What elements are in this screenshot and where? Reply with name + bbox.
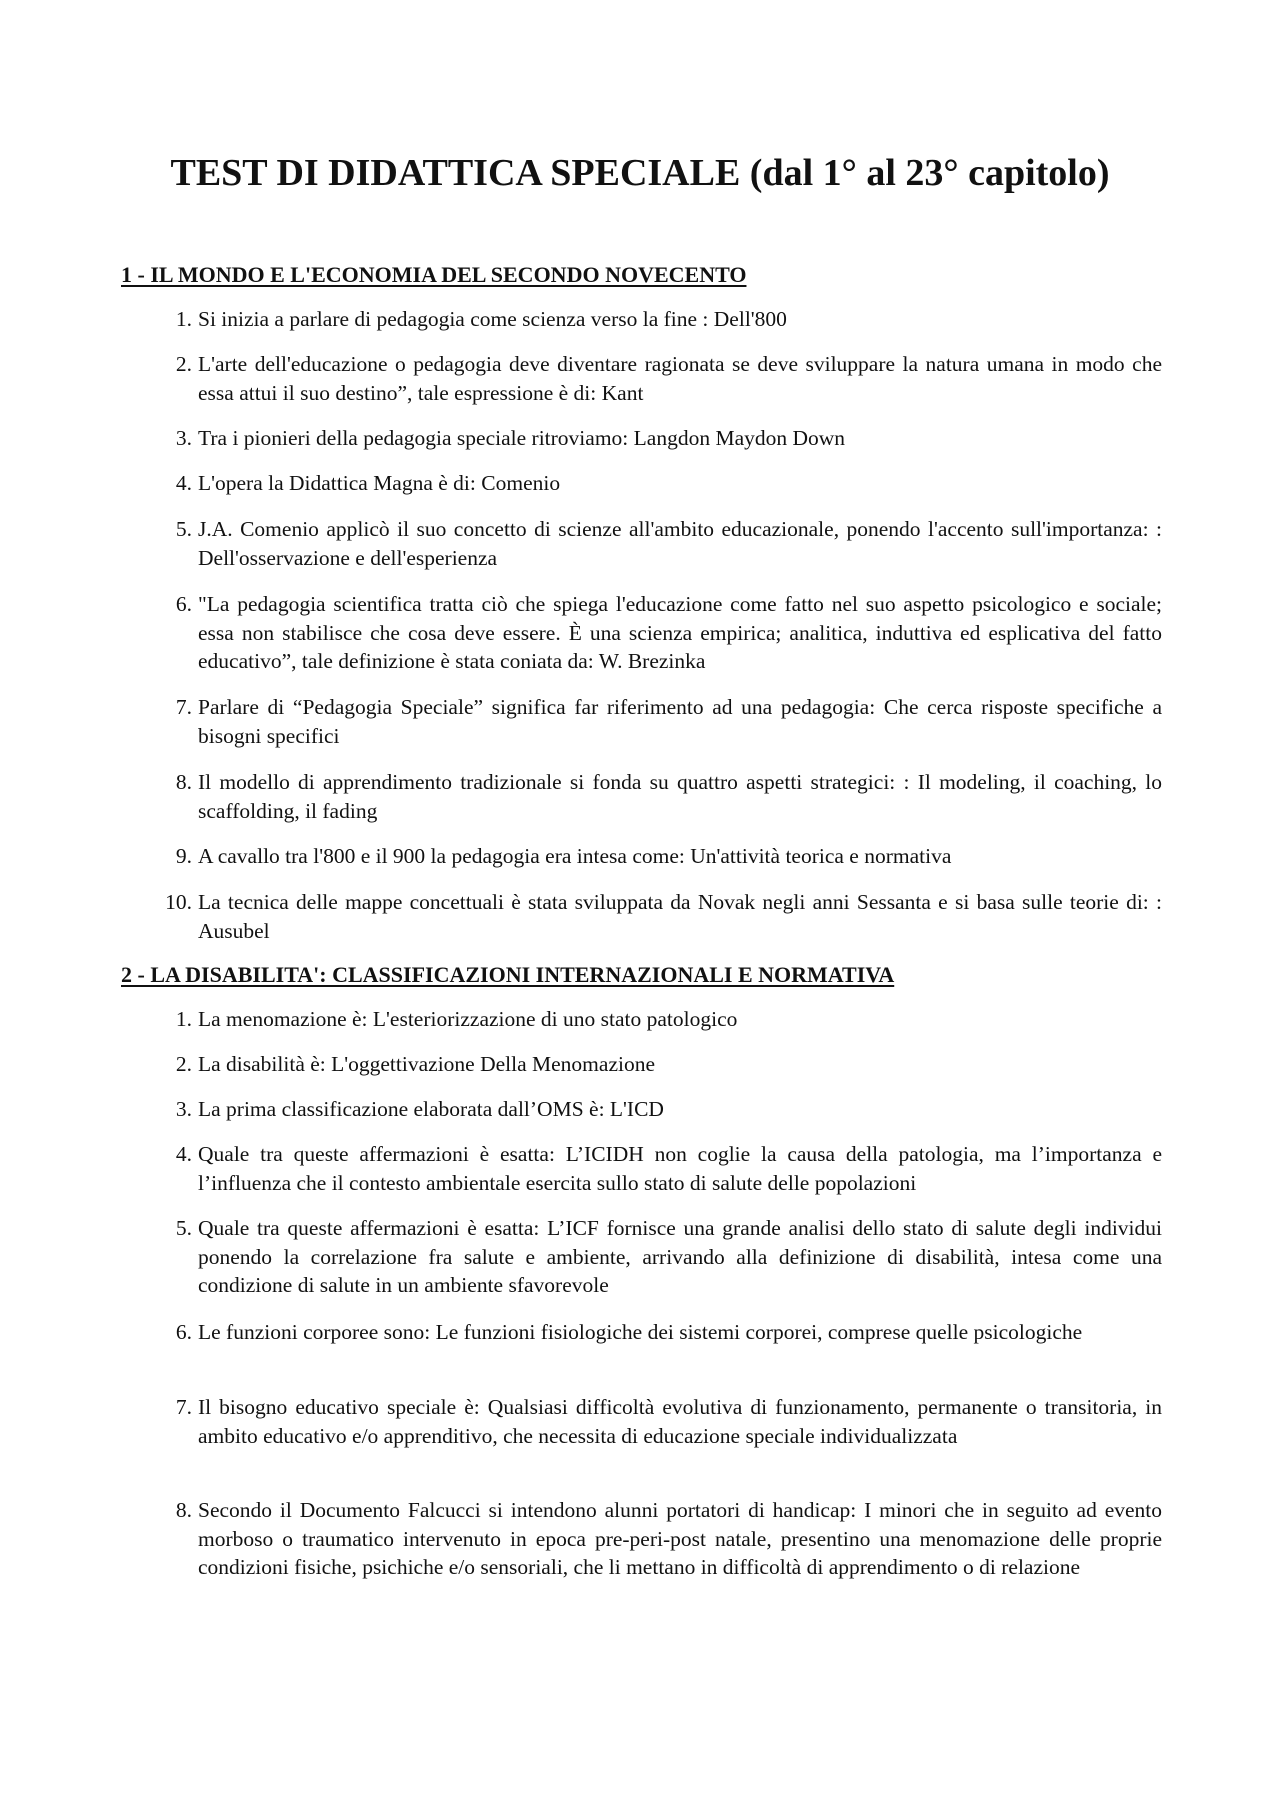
question-text: Le funzioni corporee sono: Le funzioni fisiologiche dei sistemi corporei, comprese quelle psicologiche: [198, 1320, 1083, 1344]
question-number: 5.: [175, 517, 192, 541]
question-text: J.A. Comenio applicò il suo concetto di scienze all'ambito educazionale, ponendo l'accento sull'importanza: : Dell'osservazione e dell'esperienza: [198, 517, 1162, 570]
question-text: La menomazione è: L'esteriorizzazione di uno stato patologico: [198, 1007, 738, 1031]
question-item: [152, 590, 1162, 676]
question-item: [152, 768, 1162, 825]
question-item: [152, 469, 1162, 498]
question-item: [152, 1005, 1162, 1034]
question-number: 7.: [175, 1395, 192, 1419]
question-number: 3.: [175, 1097, 192, 1121]
question-text: La prima classificazione elaborata dall’OMS è: L'ICD: [198, 1097, 664, 1121]
question-number: 6.: [175, 1320, 192, 1344]
section-heading: 2 - LA DISABILITA': CLASSIFICAZIONI INTERNAZIONALI E NORMATIVA: [121, 962, 895, 987]
question-item: [152, 1095, 1162, 1124]
question-item: [152, 424, 1162, 453]
question-item: [152, 1214, 1162, 1300]
question-text: Quale tra queste affermazioni è esatta: L’ICIDH non coglie la causa della patologia, ma l’importanza e l’influenza che il contesto ambientale esercita sullo stato di salute delle popolazioni: [198, 1142, 1162, 1195]
question-text: Il bisogno educativo speciale è: Qualsiasi difficoltà evolutiva di funzionamento, permanente o transitoria, in ambito educativo e/o apprenditivo, che necessita di educazione speciale individualizzata: [198, 1395, 1162, 1448]
question-text: Parlare di “Pedagogia Speciale” significa far riferimento ad una pedagogia: Che cerca risposte specifiche a bisogni specifici: [198, 695, 1162, 748]
question-item: [152, 1496, 1162, 1582]
question-number: 1.: [175, 1007, 192, 1031]
question-item: [152, 842, 1162, 871]
question-text: La tecnica delle mappe concettuali è stata sviluppata da Novak negli anni Sessanta e si basa sulle teorie di: : Ausubel: [198, 890, 1162, 943]
question-item: [152, 1050, 1162, 1079]
question-item: [152, 1393, 1162, 1450]
question-number: 10.: [165, 890, 192, 914]
question-item: [152, 693, 1162, 750]
question-text: Quale tra queste affermazioni è esatta: L’ICF fornisce una grande analisi dello stato di salute degli individui ponendo la correlazione fra salute e ambiente, arrivando alla definizione di disabilità, intesa come una condizione di salute in un ambiente sfavorevole: [198, 1216, 1162, 1297]
question-text: Si inizia a parlare di pedagogia come scienza verso la fine : Dell'800: [198, 307, 787, 331]
question-text: A cavallo tra l'800 e il 900 la pedagogia era intesa come: Un'attività teorica e normativa: [198, 844, 952, 868]
document-title: TEST DI DIDATTICA SPECIALE (dal 1° al 23° capitolo): [170, 152, 1110, 194]
question-text: Tra i pionieri della pedagogia speciale ritroviamo: Langdon Maydon Down: [198, 426, 846, 450]
question-number: 6.: [175, 592, 192, 616]
question-number: 8.: [175, 770, 192, 794]
question-number: 5.: [175, 1216, 192, 1240]
question-text: Il modello di apprendimento tradizionale si fonda su quattro aspetti strategici: : Il modeling, il coaching, lo scaffolding, il fading: [198, 770, 1162, 823]
question-item: [152, 1318, 1162, 1347]
question-text: La disabilità è: L'oggettivazione Della Menomazione: [198, 1052, 656, 1076]
question-number: 2.: [175, 352, 192, 376]
question-number: 4.: [175, 471, 192, 495]
question-number: 4.: [175, 1142, 192, 1166]
question-item: [152, 515, 1162, 572]
question-number: 8.: [175, 1498, 192, 1522]
question-text: L'opera la Didattica Magna è di: Comenio: [198, 471, 561, 495]
question-number: 7.: [175, 695, 192, 719]
question-item: [152, 888, 1162, 945]
question-text: Secondo il Documento Falcucci si intendono alunni portatori di handicap: I minori che in seguito ad evento morboso o traumatico intervenuto in epoca pre-peri-post natale, presentino una menomazione delle proprie condizioni fisiche, psichiche e/o sensoriali, che li mettano in difficoltà di apprendimento o di relazione: [198, 1498, 1162, 1579]
section-heading: 1 - IL MONDO E L'ECONOMIA DEL SECONDO NOVECENTO: [121, 262, 747, 287]
question-text: L'arte dell'educazione o pedagogia deve diventare ragionata se deve sviluppare la natura umana in modo che essa attui il suo destino”, tale espressione è di: Kant: [198, 352, 1162, 405]
question-item: [152, 1140, 1162, 1197]
question-number: 1.: [175, 307, 192, 331]
question-item: [152, 350, 1162, 407]
question-number: 9.: [175, 844, 192, 868]
question-number: 3.: [175, 426, 192, 450]
question-text: "La pedagogia scientifica tratta ciò che spiega l'educazione come fatto nel suo aspetto psicologico e sociale; essa non stabilisce che cosa deve essere. È una scienza empirica; analitica, induttiva ed esplicativa del fatto educativo”, tale definizione è stata coniata da: W. Brezinka: [198, 592, 1162, 673]
question-number: 2.: [175, 1052, 192, 1076]
question-item: [152, 305, 1162, 334]
